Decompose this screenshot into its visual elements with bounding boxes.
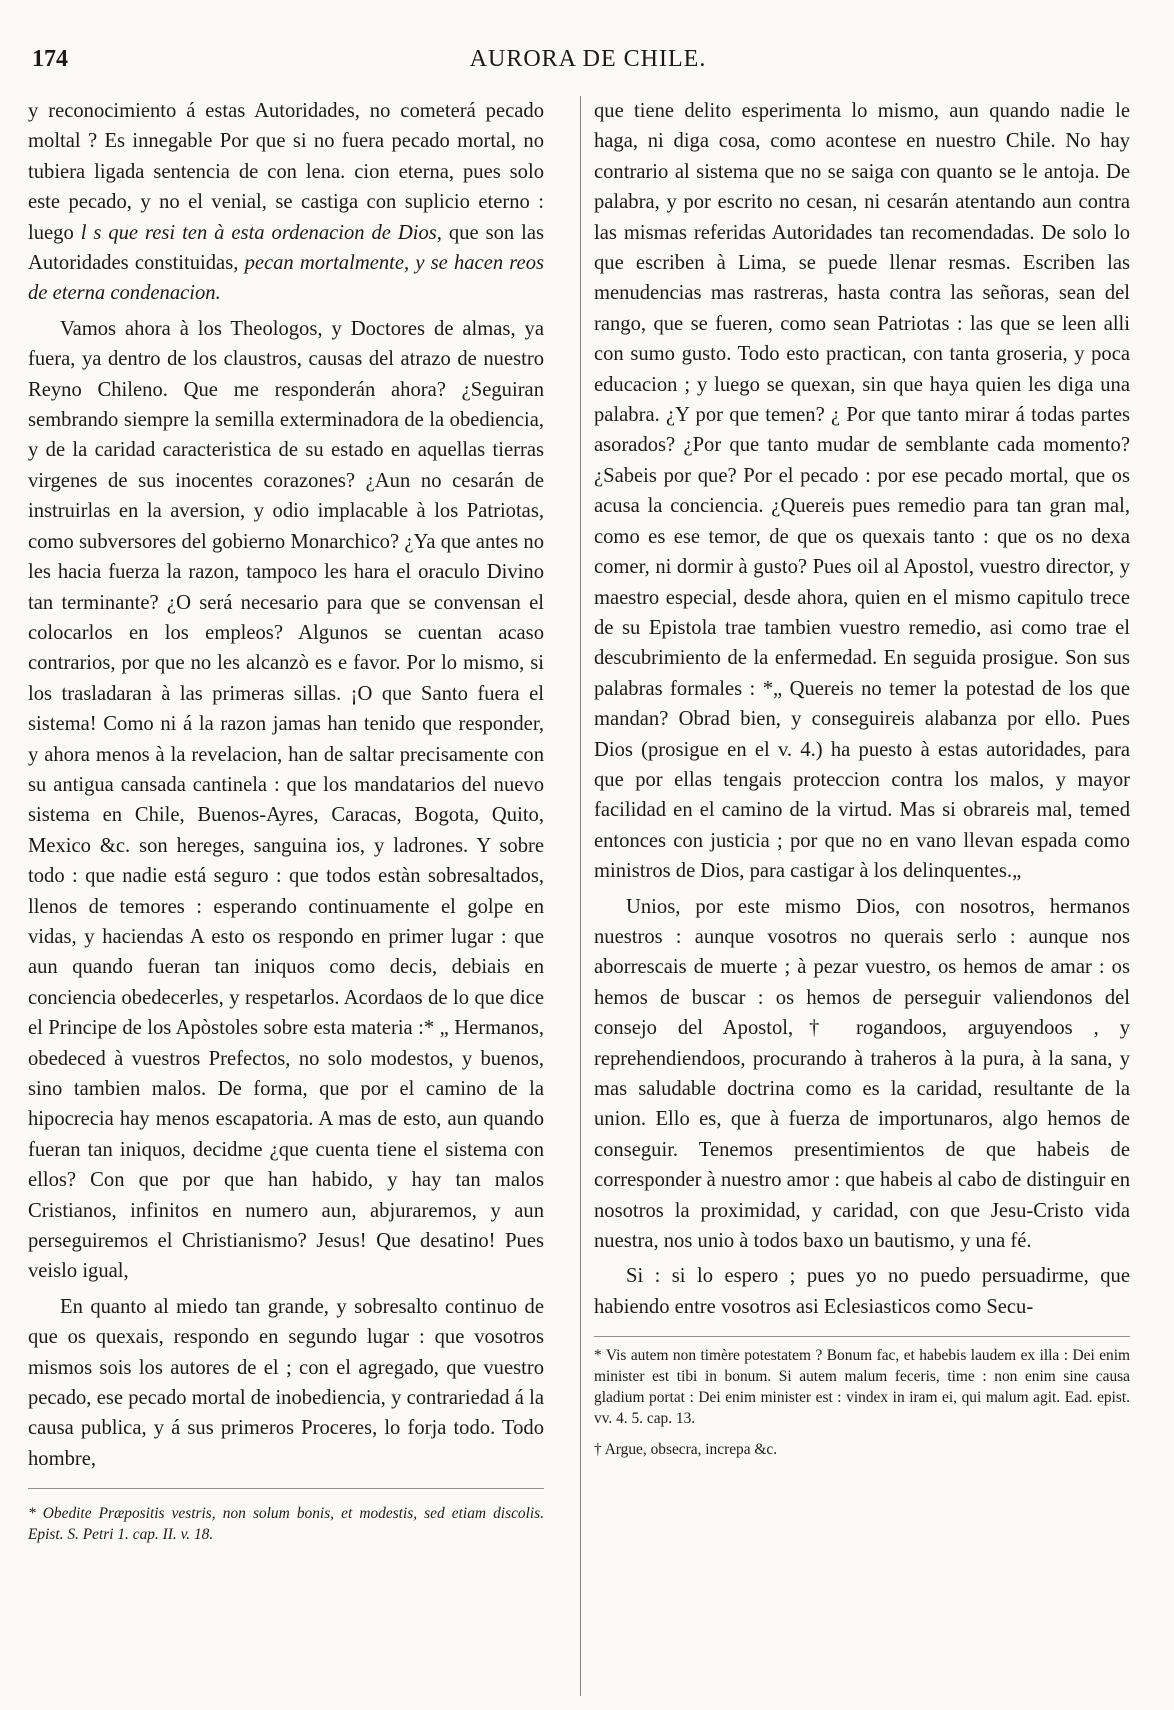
column-divider	[580, 96, 581, 1696]
left-p1-italic-2: pecan mortalmente, y se hacen reos de eterna condenacion.	[28, 252, 545, 305]
left-p1-cont: que son las Autoridades constituidas,	[28, 221, 545, 275]
right-paragraph-3: Si : si lo espero ; pues yo no puedo persuadirme, que habiendo entre vosotros asi Eclesiasticos como Secu-	[594, 1265, 1130, 1318]
right-footnote-divider	[594, 1336, 1130, 1337]
left-paragraph-3: En quanto al miedo tan grande, y sobresalto continuo de que os quexais, respondo en segundo lugar : que vosotros mismos sois los autores de el ; con el agregado, que vuestro pecado, ese pecado mortal de inobediencia, y contrariedad á la causa publica, y á sus primeros Proceres, lo forja todo. Todo hombre,	[28, 1295, 544, 1470]
page-header	[28, 46, 1148, 80]
right-footnote-1: * Vis autem non timère potestatem ? Bonum fac, et habebis laudem ex illa : Dei enim minister est tibi in bonum. Si autem malum feceris, time : non enim sine causa gladium portat : Dei enim minister est : vindex in iram ei, qui malum agit. Ead. epist. vv. 4. 5. cap. 13.	[594, 1347, 1130, 1428]
left-paragraph-2: Vamos ahora à los Theologos, y Doctores de almas, ya fuera, ya dentro de los claustros, causas del atrazo de nuestro Reyno Chileno. Que me responderán ahora? ¿Seguiran sembrando siempre la semilla exterminadora de la obediencia, y de la caridad caracteristica de su estado en aquellas tierras virgenes de sus inocentes corazones? ¿Aun no cesarán de instruirlas en la aversion, y odio implacable à los Patriotas, como subversores del gobierno Monarchico? ¿Ya que antes no les hacia fuerza la razon, tampoco les hara el oraculo Divino tan terminante? ¿O será necesario para que se convensan el colocarlos en los empleos? Algunos se cuentan acaso contrarios, por que no les alcanzò es e favor. Por lo mismo, si los trasladaran à las primeras sillas. ¡O que Santo fuera el sistema! Como ni á la razon jamas han tenido que responder, y ahora menos à la revelacion, han de saltar precisamente con su antigua cansada cantinela : que los mandatarios del nuevo sistema en Chile, Buenos-Ayres, Caracas, Bogota, Quito, Mexico &c. son hereges, sanguina ios, y ladrones. Y sobre todo : que nadie está seguro : que todos estàn sobresaltados, llenos de temores : esperando continuamente el golpe en vidas, y haciendas A esto os respondo en primer lugar : que aun quando fueran tan iniquos como decis, debiais en conciencia obedecerles, y respetarlos. Acordaos de lo que dice el Principe de los Apòstoles sobre esta materia :* „ Hermanos, obedeced à vuestros Prefectos, no solo modestos, y buenos, sino tambien malos. De forma, que por el camino de la hipocrecia hay menos escapatoria. A mas de esto, aun quando fueran tan iniquos, decidme ¿que cuenta tiene el sistema con ellos? Con que por que han habido, y hay tan malos Cristianos, infinitos en numero aun, abjuraremos, y aun perseguiremos el Christianismo? Jesus! Que desatino! Pues veislo igual,	[28, 317, 544, 1283]
left-footnote: * Obedite Præpositis vestris, non solum bonis, et modestis, sed etiam discolis. Epist. S. Petri 1. cap. II. v. 18.	[28, 1505, 544, 1544]
left-column	[28, 96, 544, 1545]
right-paragraph-1: que tiene delito esperimenta lo mismo, aun quando nadie le haga, ni diga cosa, como acontese en nuestro Chile. No hay contrario al sistema que no se saiga con quanto se le antoja. De palabra, y por escrito no cesan, ni cesarán atentando aun contra las mismas referidas Autoridades tan recomendadas. De solo lo que escriben à Lima, se puede llenar resmas. Escriben las menudencias mas rastreras, hasta contra las señoras, sean del rango, que se fueren, como sean Patriotas : las que se leen alli con sumo gusto. Todo esto practican, con tanta groseria, y poca educacion ; y luego se quexan, sin que haya quien les diga una palabra. ¿Y por que temen? ¿ Por que tanto mirar á todas partes asorados? ¿Por que tanto mudar de semblante cada momento? ¿Sabeis por que? Por el pecado : por ese pecado mortal, que os acusa la conciencia. ¿Quereis pues remedio para tan gran mal, como es ese temor, de que os quexais tanto : que os no dexa comer, ni dormir à gusto? Pues oil al Apostol, vuestro director, y maestro especial, desde ahora, quien en el mismo capitulo trece de su Epistola trae tambien vuestro remedio, asi como trae el descubrimiento de la enfermedad. En seguida prosigue. Son sus palabras formales : *„ Quereis no temer la potestad de los que mandan? Obrad bien, y conseguireis alabanza por ello. Pues Dios (prosigue en el v. 4.) ha puesto à estas autoridades, para que por ellas tengais proteccion contra los malos, y mayor facilidad en el camino de la virtud. Mas si obrareis mal, temed entonces con justicia ; por que no en vano llevan espada como ministros de Dios, para castigar à los delinquentes.„	[594, 100, 1130, 883]
right-column	[594, 96, 1130, 1460]
left-p1-text: y reconocimiento á estas Autoridades, no cometerá pecado moltal ? Es innegable Por que si no fuera pecado mortal, no tubiera ligada sentencia de con lena. cion eterna, pues solo este pecado, y no el venial, se castiga con suplicio eterno : luego	[28, 100, 544, 244]
left-footnote-divider	[28, 1488, 544, 1489]
right-footnote-2: † Argue, obsecra, increpa &c.	[594, 1441, 778, 1459]
left-paragraph-1	[28, 96, 544, 309]
left-p1-italic: l s que resi ten à esta ordenacion de Dios,	[80, 221, 442, 244]
right-paragraph-2: Unios, por este mismo Dios, con nosotros, hermanos nuestros : aunque vosotros no querais serlo : aunque nos aborrescais de muerte ; à pezar vuestro, os hemos de amar : os hemos de buscar : os hemos de perseguir valiendonos del consejo del Apostol,† rogandoos, arguyendoos , y reprehendiendoos, procurando à traheros à la pura, à la sana, y mas saludable doctrina como es la caridad, resultante de la union. Ello es, que à fuerza de importunaros, algo hemos de conseguir. Tenemos presentimientos de que habeis de corresponder à nuestro amor : que habeis al cabo de distinguir en nosotros la proximidad, y caridad, con que Jesu-Cristo vida nuestra, nos unio à todos baxo un bautismo, y una fé.	[594, 895, 1130, 1253]
running-title: AURORA DE CHILE.	[469, 46, 707, 72]
page-number: 174	[32, 46, 68, 72]
